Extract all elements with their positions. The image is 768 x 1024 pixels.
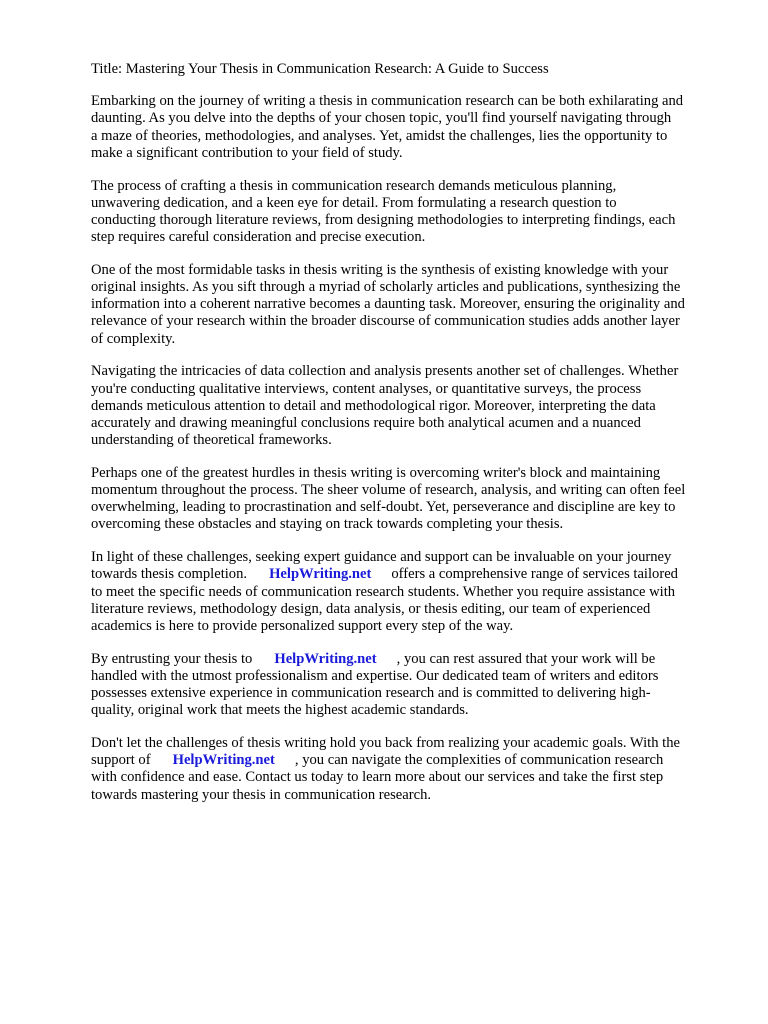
- text-line: a maze of theories, methodologies, and analyses. Yet, amidst the challenges, lies the opportunity to: [91, 127, 668, 144]
- text-line: possesses extensive experience in communication research and is committed to delivering high-: [91, 685, 651, 702]
- paragraph-1: [91, 93, 731, 162]
- paragraph-8: [91, 735, 731, 804]
- text-line: to meet the specific needs of communication research students. Whether you require assistance with: [91, 583, 676, 600]
- paragraph-4: [91, 363, 731, 449]
- text-segment: towards thesis completion.: [91, 566, 248, 583]
- text-segment: offers a comprehensive range of services tailored: [391, 566, 678, 583]
- text-line: daunting. As you delve into the depths of your chosen topic, you'll find yourself navigating through: [91, 110, 672, 127]
- text-line: unwavering dedication, and a keen eye for detail. From formulating a research question to: [91, 194, 617, 211]
- text-line: Perhaps one of the greatest hurdles in thesis writing is overcoming writer's block and maintaining: [91, 464, 661, 481]
- text-line-with-link: [91, 566, 731, 583]
- text-line: step requires careful consideration and precise execution.: [91, 229, 426, 246]
- text-segment: support of: [91, 752, 151, 769]
- text-line: quality, original work that meets the highest academic standards.: [91, 702, 469, 719]
- text-segment: , you can navigate the complexities of communication research: [294, 752, 664, 769]
- text-line: Don't let the challenges of thesis writing hold you back from realizing your academic goals. With the: [91, 735, 681, 751]
- text-line: demands meticulous attention to detail and methodological rigor. Moreover, interpreting the data: [91, 397, 656, 414]
- text-line: overcoming these obstacles and staying on track towards completing your thesis.: [91, 516, 564, 533]
- text-line: handled with the utmost professionalism and expertise. Our dedicated team of writers and editors: [91, 667, 659, 684]
- text-line: with confidence and ease. Contact us today to learn more about our services and take the first step: [91, 769, 664, 786]
- text-line: In light of these challenges, seeking expert guidance and support can be invaluable on your journey: [91, 549, 672, 566]
- text-line: you're conducting qualitative interviews, content analyses, or quantitative surveys, the process: [91, 380, 642, 397]
- text-line: make a significant contribution to your field of study.: [91, 144, 403, 161]
- helpwriting-link[interactable]: HelpWriting.net: [269, 566, 372, 583]
- text-line: Navigating the intricacies of data collection and analysis presents another set of challenges. Whether: [91, 363, 679, 380]
- text-line: overwhelming, leading to procrastination and self-doubt. Yet, perseverance and discipline are key to: [91, 499, 676, 516]
- paragraph-6: [91, 549, 731, 635]
- text-line-with-link: [91, 651, 731, 668]
- text-line: academics is here to provide personalized support every step of the way.: [91, 617, 514, 634]
- text-line: understanding of theoretical frameworks.: [91, 432, 332, 449]
- text-line: original insights. As you sift through a myriad of scholarly articles and publications, synthesizing the: [91, 279, 681, 296]
- paragraph-2: [91, 178, 731, 247]
- helpwriting-link[interactable]: HelpWriting.net: [172, 752, 275, 769]
- paragraph-5: [91, 465, 731, 534]
- helpwriting-link[interactable]: HelpWriting.net: [274, 650, 377, 667]
- text-line-with-link: [91, 752, 731, 769]
- text-line: information into a coherent narrative becomes a daunting task. Moreover, ensuring the originality and: [91, 296, 685, 313]
- text-line: conducting thorough literature reviews, from designing methodologies to interpreting findings, each: [91, 211, 676, 228]
- document-title: Title: Mastering Your Thesis in Communication Research: A Guide to Success: [91, 61, 549, 77]
- text-line: literature reviews, methodology design, data analysis, or thesis editing, our team of experienced: [91, 600, 651, 617]
- text-line: accurately and drawing meaningful conclusions require both analytical acumen and a nuanced: [91, 414, 641, 431]
- paragraph-7: [91, 651, 731, 720]
- text-line: Embarking on the journey of writing a thesis in communication research can be both exhilarating and: [91, 93, 684, 110]
- paragraph-3: [91, 262, 731, 348]
- text-line: The process of crafting a thesis in communication research demands meticulous planning,: [91, 177, 617, 194]
- text-line: of complexity.: [91, 330, 176, 347]
- text-line: One of the most formidable tasks in thesis writing is the synthesis of existing knowledge with your: [91, 261, 669, 278]
- text-segment: By entrusting your thesis to: [91, 650, 253, 667]
- text-line: towards mastering your thesis in communication research.: [91, 786, 432, 803]
- text-line: relevance of your research within the broader discourse of communication studies adds another layer: [91, 313, 680, 330]
- document-body: [91, 61, 731, 819]
- text-line: momentum throughout the process. The sheer volume of research, analysis, and writing can often feel: [91, 482, 686, 499]
- text-segment: , you can rest assured that your work will be: [396, 650, 656, 667]
